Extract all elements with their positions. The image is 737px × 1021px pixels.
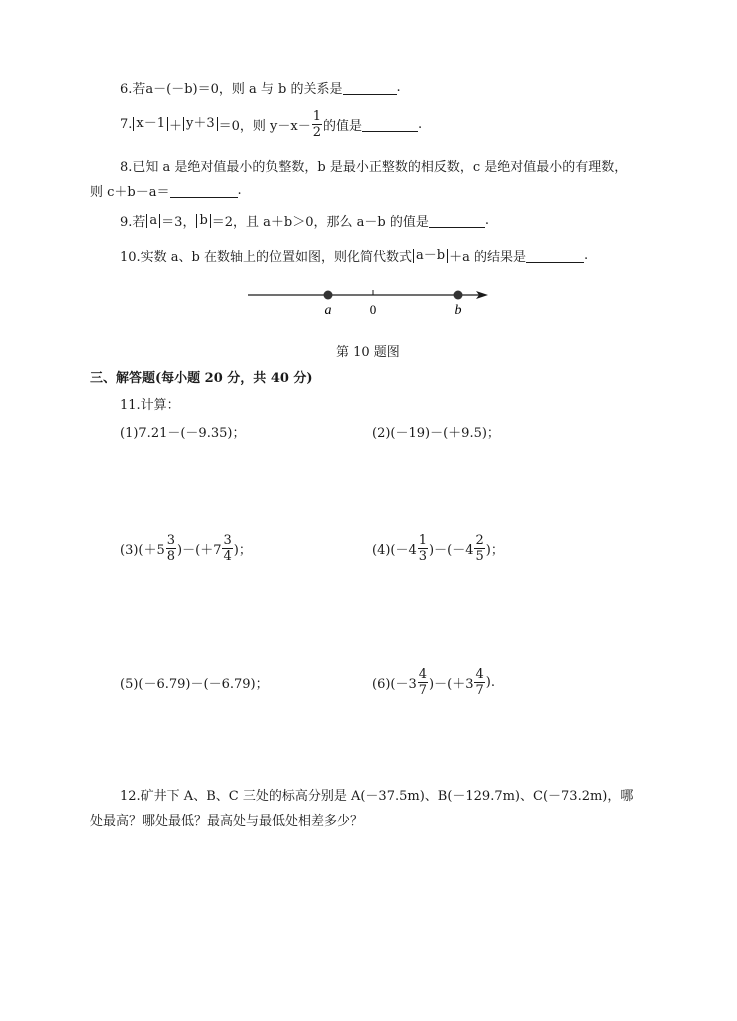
q9-end: . <box>484 213 490 228</box>
figure-caption-text: 第 10 题图 <box>336 345 400 360</box>
q7-suffix: 的值是 <box>323 118 363 134</box>
q11-p3-num-2: 3 <box>223 532 232 548</box>
q11-part-5 <box>120 673 269 692</box>
q11-part-3 <box>120 530 252 566</box>
question-9 <box>120 211 489 230</box>
q11-p3-den-2: 4 <box>223 548 232 564</box>
q10-answer-blank[interactable] <box>526 248 584 263</box>
q11-p6-fraction-1 <box>418 667 428 698</box>
q6-end: . <box>396 80 401 95</box>
q7-abs-1: x－1 <box>133 117 168 131</box>
label-0: 0 <box>369 302 377 317</box>
q6-expression: a－(－b)＝0，则 a 与 b 的关系是 <box>145 82 343 97</box>
q9-abs-a: a <box>146 214 160 228</box>
label-a: a <box>324 303 332 318</box>
label-b: b <box>454 303 462 318</box>
q11-p4-num-1: 1 <box>418 532 428 548</box>
question-8-line-1 <box>120 156 627 175</box>
q8-line-1: 8.已知 a 是绝对值最小的负整数，b 是最小正整数的相反数，c 是绝对值最小的有理数， <box>120 160 628 175</box>
q7-fraction-denominator: 2 <box>312 124 322 140</box>
q11-p4-b: )－(－4 <box>429 542 474 558</box>
q11-p4-den-2: 5 <box>475 548 484 564</box>
q11-p6-num-1: 4 <box>418 666 428 682</box>
q11-p3-fraction-2 <box>222 533 232 564</box>
q11-p4-a: (4)(－4 <box>372 542 417 558</box>
section-3-heading <box>90 367 313 386</box>
q11-p6-num-2: 4 <box>475 666 484 682</box>
q11-p3-num-1: 3 <box>166 532 176 548</box>
q11-p6-fraction-2 <box>474 667 484 698</box>
q11-part-2-text: (2)(－19)－(＋9.5)； <box>372 426 500 441</box>
question-10 <box>120 246 588 265</box>
q11-p6-c: ). <box>485 674 495 690</box>
question-6 <box>120 78 401 97</box>
q11-p6-den-2: 7 <box>475 682 484 698</box>
q7-fraction-numerator: 1 <box>312 108 322 124</box>
q10-abs: a－b <box>413 249 448 263</box>
q9-prefix: 9.若 <box>120 215 146 230</box>
q10-end: . <box>583 248 589 263</box>
q11-p6-a: (6)(－3 <box>372 676 417 692</box>
q11-p4-num-2: 2 <box>475 532 484 548</box>
question-7 <box>120 107 422 141</box>
q12-line-1: 12.矿井下 A、B、C 三处的标高分别是 A(－37.5m)、B(－129.7m)、C(－73.2m)，哪 <box>120 789 634 804</box>
q11-p6-den-1: 7 <box>418 682 428 698</box>
q9-answer-blank[interactable] <box>429 213 485 228</box>
q9-mid: ＝3， <box>161 215 196 230</box>
q11-part-5-text: (5)(－6.79)－(－6.79)； <box>120 677 269 692</box>
q8-line-2: 则 c＋b－a＝ <box>90 185 170 200</box>
q11-p4-den-1: 3 <box>418 548 428 564</box>
q12-line-2: 处最高？哪处最低？最高处与最低处相差多少？ <box>90 814 364 829</box>
q8-answer-blank[interactable] <box>170 183 238 198</box>
q11-part-2 <box>372 422 500 441</box>
q9-abs-b: b <box>196 214 210 228</box>
q6-prefix: 6.若 <box>120 82 146 97</box>
q11-p3-b: )－(＋7 <box>177 542 222 558</box>
point-a-dot <box>324 291 333 300</box>
figure-caption <box>336 341 400 360</box>
q11-p3-a: (3)(＋5 <box>120 542 165 558</box>
q11-part-4 <box>372 530 504 566</box>
q11-p6-b: )－(＋3 <box>429 676 474 692</box>
q11-p4-c: )； <box>485 542 504 558</box>
q9-rest: ＝2，且 a＋b＞0，那么 a－b 的值是 <box>211 215 429 230</box>
point-b-dot <box>454 291 463 300</box>
q11-p3-fraction-1 <box>166 533 176 564</box>
question-12-line-2 <box>90 810 363 829</box>
q10-prefix: 10.实数 a、b 在数轴上的位置如图，则化简代数式 <box>120 250 413 265</box>
q11-part-1 <box>120 422 245 441</box>
q7-plus: ＋ <box>169 118 183 134</box>
number-line-figure <box>240 282 500 322</box>
q10-rest: ＋a 的结果是 <box>449 250 526 265</box>
q7-end: . <box>418 116 423 132</box>
q7-answer-blank[interactable] <box>362 117 418 132</box>
q11-p3-den-1: 8 <box>166 548 176 564</box>
section-3-title: 三、解答题(每小题 20 分，共 40 分) <box>90 371 313 386</box>
q11-p4-fraction-1 <box>418 533 428 564</box>
q7-prefix: 7. <box>120 116 133 132</box>
q11-p4-fraction-2 <box>474 533 484 564</box>
q7-abs-2: y＋3 <box>183 117 218 131</box>
question-11-title <box>120 394 180 413</box>
q11-title: 11.计算： <box>120 398 180 413</box>
q6-answer-blank[interactable] <box>343 80 397 95</box>
q11-part-1-text: (1)7.21－(－9.35)； <box>120 426 246 441</box>
q7-fraction <box>312 109 322 140</box>
question-8-line-2 <box>90 181 242 200</box>
q11-p3-c: )； <box>233 542 252 558</box>
question-12-line-1 <box>120 785 633 804</box>
q8-end: . <box>237 183 242 198</box>
q11-part-6 <box>372 664 495 700</box>
q7-equation: ＝0，则 y－x－ <box>218 118 311 134</box>
